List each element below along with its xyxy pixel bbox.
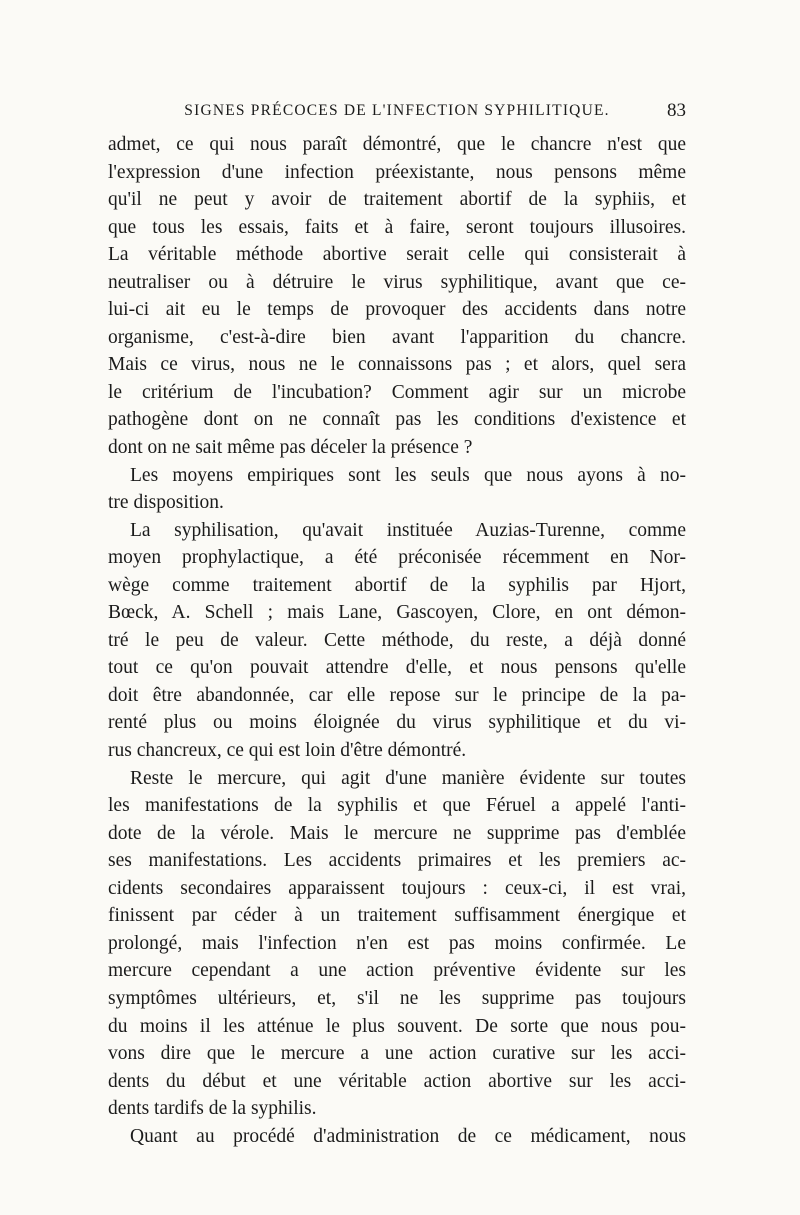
text-line: prolongé, mais l'infection n'en est pas moins confirmée. Le: [108, 932, 686, 954]
text-line: dents du début et une véritable action abortive sur les acci-: [108, 1070, 686, 1092]
text-line: dents tardifs de la syphilis.: [108, 1098, 317, 1120]
text-line: pathogène dont on ne connaît pas les conditions d'existence et: [108, 409, 686, 431]
running-title: SIGNES PRÉCOCES DE L'INFECTION SYPHILITIQUE.: [184, 102, 610, 119]
text-line: cidents secondaires apparaissent toujours : ceux-ci, il est vrai,: [108, 877, 686, 899]
page-number: 83: [667, 100, 686, 121]
text-line: Reste le mercure, qui agit d'une manière évidente sur toutes: [130, 767, 686, 789]
text-line: renté plus ou moins éloignée du virus syphilitique et du vi-: [108, 712, 686, 734]
body-text: [108, 131, 686, 1150]
text-line: symptômes ultérieurs, et, s'il ne les supprime pas toujours: [108, 987, 686, 1009]
text-line: finissent par céder à un traitement suffisamment énergique et: [108, 905, 686, 927]
text-line: vons dire que le mercure a une action curative sur les acci-: [108, 1043, 686, 1065]
text-line: lui-ci ait eu le temps de provoquer des accidents dans notre: [108, 299, 686, 321]
text-line: neutraliser ou à détruire le virus syphilitique, avant que ce-: [108, 271, 686, 293]
text-line: l'expression d'une infection préexistante, nous pensons même: [108, 161, 686, 183]
text-line: du moins il les atténue le plus souvent. De sorte que nous pou-: [108, 1015, 686, 1037]
text-line: que tous les essais, faits et à faire, seront toujours illusoires.: [108, 216, 686, 238]
text-line: Quant au procédé d'administration de ce médicament, nous: [130, 1125, 686, 1147]
text-line: qu'il ne peut y avoir de traitement abortif de la syphiis, et: [108, 189, 686, 211]
text-line: Les moyens empiriques sont les seuls que nous ayons à no-: [130, 464, 686, 486]
text-line: les manifestations de la syphilis et que Féruel a appelé l'anti-: [108, 795, 686, 817]
text-line: wège comme traitement abortif de la syphilis par Hjort,: [108, 574, 686, 596]
text-line: doit être abandonnée, car elle repose sur le principe de la pa-: [108, 684, 686, 706]
text-line: organisme, c'est-à-dire bien avant l'apparition du chancre.: [108, 326, 686, 348]
text-line: admet, ce qui nous paraît démontré, que le chancre n'est que: [108, 134, 686, 155]
text-line: le critérium de l'incubation? Comment agir sur un microbe: [108, 381, 686, 403]
text-line: La syphilisation, qu'avait instituée Auzias-Turenne, comme: [130, 519, 686, 541]
text-line: La véritable méthode abortive serait celle qui consisterait à: [108, 244, 686, 266]
text-line: tré le peu de valeur. Cette méthode, du reste, a déjà donné: [108, 629, 686, 651]
text-line: mercure cependant a une action préventive évidente sur les: [108, 960, 686, 982]
text-line: ses manifestations. Les accidents primaires et les premiers ac-: [108, 850, 686, 872]
text-line: dont on ne sait même pas déceler la présence ?: [108, 437, 473, 459]
text-line: moyen prophylactique, a été préconisée récemment en Nor-: [108, 547, 686, 569]
text-line: tre disposition.: [108, 492, 224, 514]
text-line: rus chancreux, ce qui est loin d'être démontré.: [108, 740, 467, 762]
text-line: tout ce qu'on pouvait attendre d'elle, et nous pensons qu'elle: [108, 657, 686, 679]
text-line: Bœck, A. Schell ; mais Lane, Gascoyen, Clore, en ont démon-: [108, 602, 686, 624]
text-line: Mais ce virus, nous ne le connaissons pas ; et alors, quel sera: [108, 354, 686, 376]
running-head: [108, 100, 686, 124]
text-line: dote de la vérole. Mais le mercure ne supprime pas d'emblée: [108, 822, 686, 844]
